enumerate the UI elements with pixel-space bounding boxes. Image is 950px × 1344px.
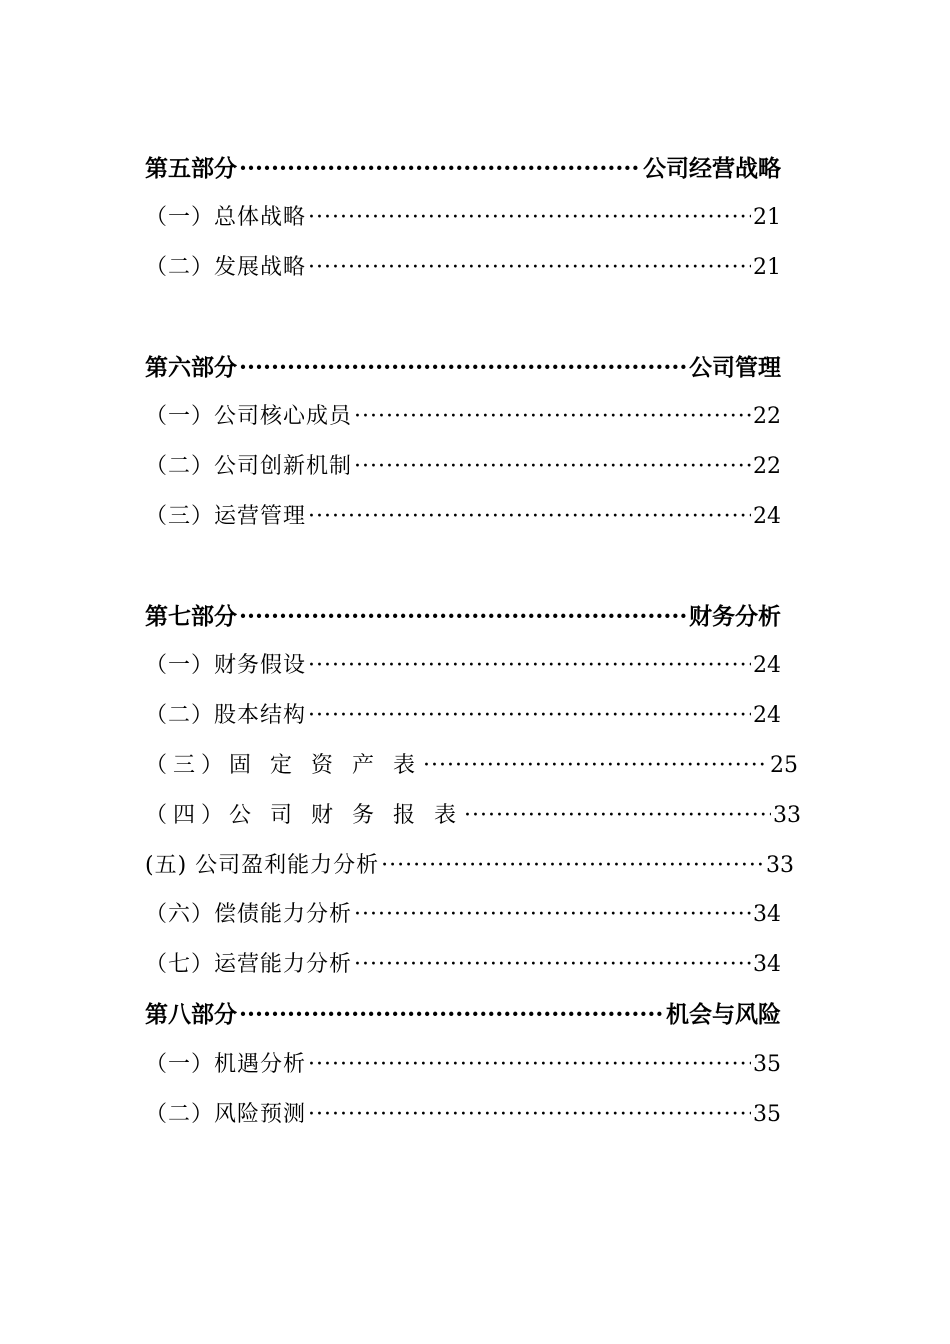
entry-page: 21 xyxy=(753,205,781,230)
part-title: 公司管理 xyxy=(689,354,781,381)
entry-label: （四）公 司 财 务 报 表 xyxy=(145,803,462,828)
toc-entry[interactable] xyxy=(145,797,801,831)
dot-leader xyxy=(381,851,764,881)
dot-leader xyxy=(308,1100,751,1130)
dot-leader xyxy=(308,502,751,532)
toc-part-heading[interactable] xyxy=(145,150,781,184)
dot-leader xyxy=(354,950,751,980)
entry-label: （一）财务假设 xyxy=(145,653,307,678)
entry-page: 24 xyxy=(753,504,781,529)
dot-leader xyxy=(239,154,641,184)
toc-entry[interactable] xyxy=(145,398,781,432)
toc-entry[interactable] xyxy=(145,199,781,233)
entry-label: （七）运营能力分析 xyxy=(145,952,353,977)
part-title: 机会与风险 xyxy=(666,1001,781,1028)
toc-entry[interactable] xyxy=(145,448,781,482)
dot-leader xyxy=(308,253,751,283)
dot-leader xyxy=(308,701,751,731)
entry-label: (五) 公司盈利能力分析 xyxy=(145,853,380,878)
toc-entry[interactable] xyxy=(145,697,781,731)
entry-label: （二）发展战略 xyxy=(145,255,307,280)
entry-page: 24 xyxy=(753,653,781,678)
part-title: 财务分析 xyxy=(689,603,781,630)
toc-entry[interactable] xyxy=(145,896,781,930)
part-label: 第六部分 xyxy=(145,354,237,381)
entry-page: 21 xyxy=(753,255,781,280)
entry-label: （三）运营管理 xyxy=(145,504,307,529)
entry-page: 22 xyxy=(753,454,781,479)
entry-page: 33 xyxy=(766,853,794,878)
toc-part-heading[interactable] xyxy=(145,996,781,1030)
entry-page: 34 xyxy=(753,902,781,927)
dot-leader xyxy=(354,900,751,930)
entry-label: （一）公司核心成员 xyxy=(145,404,353,429)
entry-label: （一）总体战略 xyxy=(145,205,307,230)
toc-entry[interactable] xyxy=(145,1096,781,1130)
entry-label: （二）公司创新机制 xyxy=(145,454,353,479)
toc-entry[interactable] xyxy=(145,1046,781,1080)
toc-entry[interactable] xyxy=(145,946,781,980)
dot-leader xyxy=(354,402,751,432)
part-label: 第五部分 xyxy=(145,155,237,182)
entry-page: 34 xyxy=(753,952,781,977)
entry-label: （二）风险预测 xyxy=(145,1102,307,1127)
entry-page: 22 xyxy=(753,404,781,429)
part-title: 公司经营战略 xyxy=(643,155,781,182)
toc-entry[interactable] xyxy=(145,249,781,283)
entry-page: 33 xyxy=(773,803,801,828)
dot-leader xyxy=(354,452,751,482)
entry-label: （一）机遇分析 xyxy=(145,1052,307,1077)
dot-leader xyxy=(308,1050,751,1080)
toc-part-heading[interactable] xyxy=(145,349,781,383)
entry-label: （三）固 定 资 产 表 xyxy=(145,753,421,778)
toc-part-heading[interactable] xyxy=(145,598,781,632)
entry-page: 25 xyxy=(770,753,798,778)
entry-label: （六）偿债能力分析 xyxy=(145,902,353,927)
entry-page: 35 xyxy=(753,1102,781,1127)
dot-leader xyxy=(423,751,768,781)
dot-leader xyxy=(239,353,687,383)
dot-leader xyxy=(239,1000,664,1030)
dot-leader xyxy=(239,602,687,632)
dot-leader xyxy=(308,651,751,681)
toc-entry[interactable] xyxy=(145,498,781,532)
toc-entry[interactable] xyxy=(145,647,781,681)
entry-label: （二）股本结构 xyxy=(145,703,307,728)
part-label: 第八部分 xyxy=(145,1001,237,1028)
dot-leader xyxy=(308,203,751,233)
entry-page: 35 xyxy=(753,1052,781,1077)
entry-page: 24 xyxy=(753,703,781,728)
toc-entry[interactable] xyxy=(145,847,794,881)
part-label: 第七部分 xyxy=(145,603,237,630)
toc-entry[interactable] xyxy=(145,747,798,781)
dot-leader xyxy=(464,801,771,831)
